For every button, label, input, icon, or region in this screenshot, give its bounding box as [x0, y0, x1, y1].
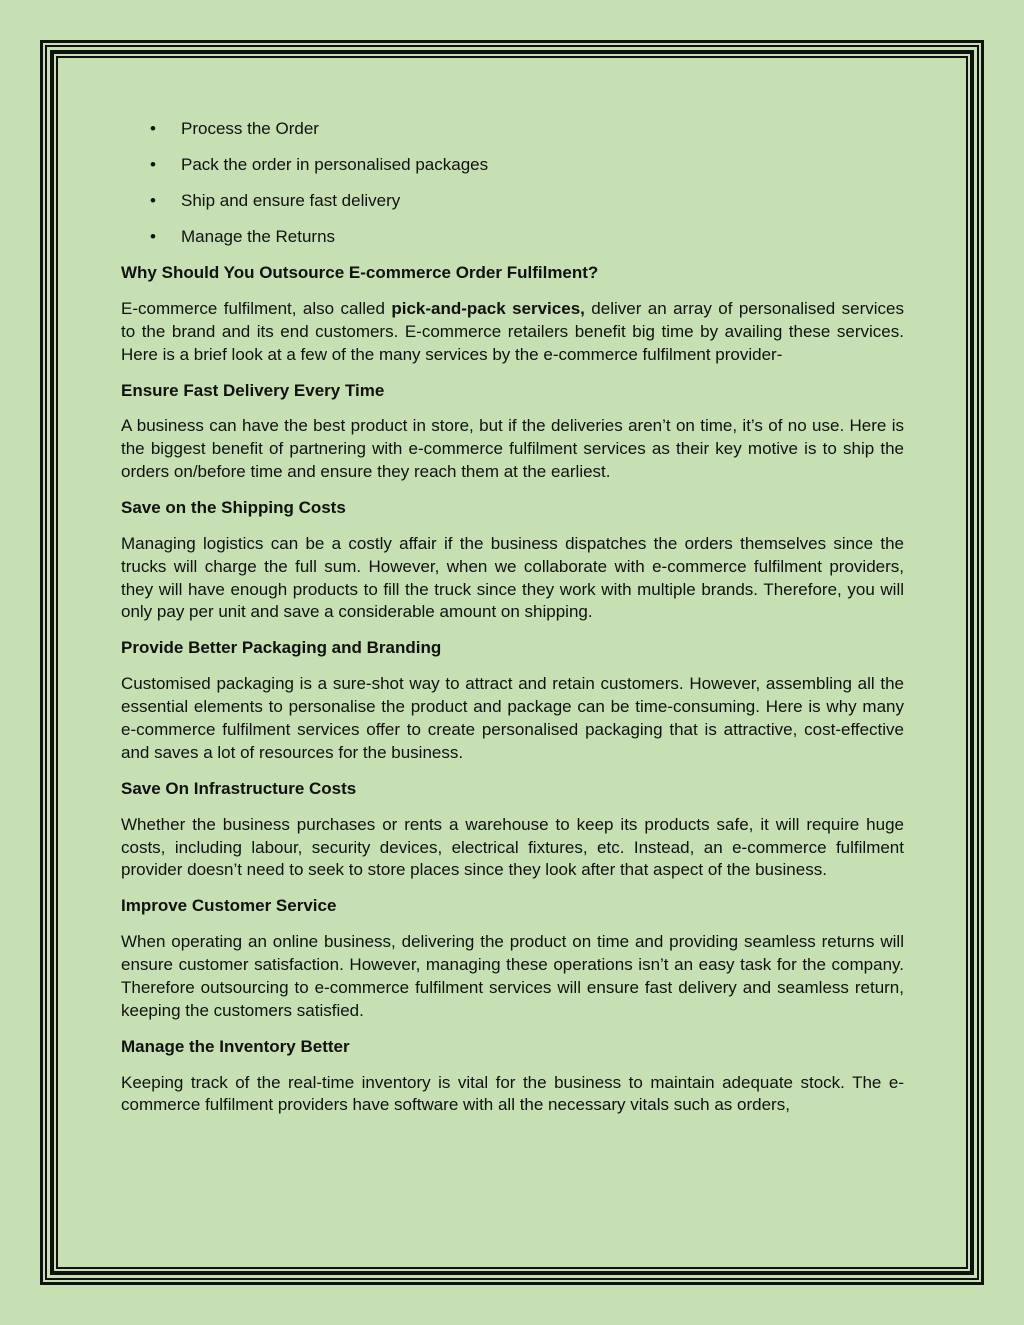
section-heading-inventory: Manage the Inventory Better	[121, 1036, 350, 1056]
section-heading-fast-delivery: Ensure Fast Delivery Every Time	[121, 380, 385, 400]
pick-and-pack-emphasis: pick-and-pack services,	[391, 298, 585, 318]
section-paragraph-fast-delivery: A business can have the best product in store, but if the deliveries aren’t on time, it’s of no use. Here is the biggest benefit of partnering with e-commerce fulfilment services as their key motive is to ship the orders on/before time and ensure they reach them at the earliest.	[121, 416, 904, 482]
bullet-icon: •	[150, 119, 156, 138]
bullet-icon: •	[150, 154, 156, 174]
document-body	[121, 118, 904, 1130]
list-item: • Pack the order in personalised packages	[121, 154, 904, 177]
section-paragraph-packaging-branding: Customised packaging is a sure-shot way to attract and retain customers. However, assembling all the essential elements to personalise the product and package can be time-consuming. Here is why many e-commerce fulfilment services offer to create personalised packaging that is attractive, cost-effective and saves a lot of resources for the business.	[121, 674, 904, 762]
section-paragraph-shipping-costs: Managing logistics can be a costly affair if the business dispatches the orders themselves since the trucks will charge the full sum. However, when we collaborate with e-commerce fulfilment providers, they will have enough products to fill the truck since they work with multiple brands. Therefore, you will only pay per unit and save a considerable amount on shipping.	[121, 534, 904, 622]
bullet-icon: •	[150, 190, 156, 210]
list-item: • Ship and ensure fast delivery	[121, 190, 904, 213]
section-heading-why-outsource: Why Should You Outsource E-commerce Order Fulfilment?	[121, 262, 599, 282]
section-heading-shipping-costs: Save on the Shipping Costs	[121, 498, 346, 518]
section-paragraph-why-outsource: E-commerce fulfilment, also called pick-and-pack services, deliver an array of personalised services to the brand and its end customers. E-commerce retailers benefit big time by availing these services. Here is a brief look at a few of the many services by the e-commerce fulfilment provider-	[121, 298, 904, 364]
section-paragraph-customer-service: When operating an online business, delivering the product on time and providing seamless returns will ensure customer satisfaction. However, managing these operations isn’t an easy task for the company. Therefore outsourcing to e-commerce fulfilment services will ensure fast delivery and seamless return, keeping the customers satisfied.	[121, 932, 904, 1020]
step-list	[121, 118, 904, 249]
section-heading-packaging-branding: Provide Better Packaging and Branding	[121, 638, 442, 658]
list-item: • Manage the Returns	[121, 226, 904, 249]
bullet-icon: •	[150, 226, 156, 246]
section-heading-infrastructure-costs: Save On Infrastructure Costs	[121, 778, 357, 798]
section-paragraph-inventory: Keeping track of the real-time inventory is vital for the business to maintain adequate stock. The e-commerce fulfilment providers have software with all the necessary vitals such as orders,	[121, 1072, 904, 1115]
section-heading-customer-service: Improve Customer Service	[121, 896, 337, 916]
section-paragraph-infrastructure-costs: Whether the business purchases or rents a warehouse to keep its products safe, it will require huge costs, including labour, security devices, electrical fixtures, etc. Instead, an e-commerce fulfilment provider doesn’t need to seek to store places since they look after that aspect of the business.	[121, 814, 904, 880]
list-item: • Process the Order	[121, 118, 904, 141]
